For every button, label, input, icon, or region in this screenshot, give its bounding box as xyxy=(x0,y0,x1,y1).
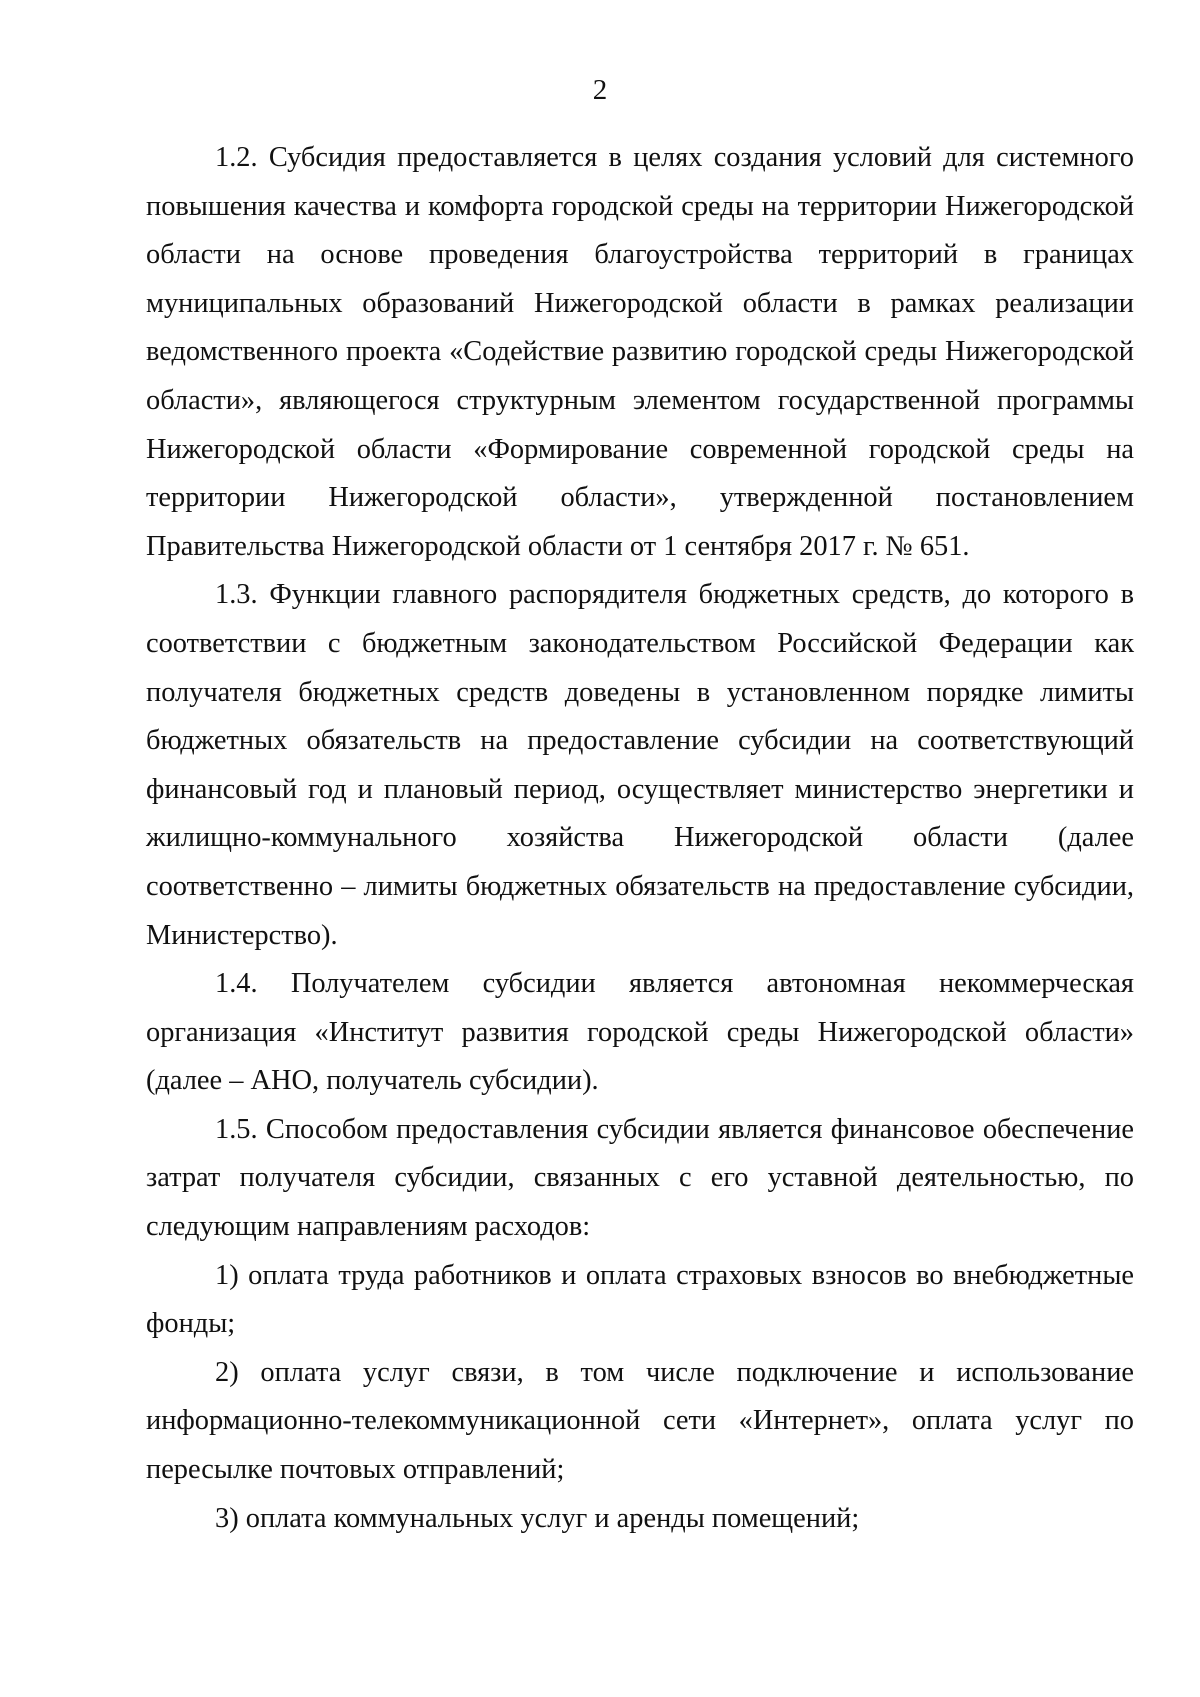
page-number: 2 xyxy=(592,74,608,106)
list-item-1: 1) оплата труда работников и оплата страховых взносов во внебюджетные фонды; xyxy=(146,1259,1134,1340)
list-item-3: 3) оплата коммунальных услуг и аренды помещений; xyxy=(215,1502,860,1534)
document-body xyxy=(146,134,1134,1543)
list-item-2: 2) оплата услуг связи, в том числе подключение и использование информационно-телекоммуникационной сети «Интернет», оплата услуг по пересылке почтовых отправлений; xyxy=(146,1356,1134,1486)
paragraph-1-5: 1.5. Способом предоставления субсидии является финансовое обеспечение затрат получателя субсидии, связанных с его уставной деятельностью, по следующим направлениям расходов: xyxy=(146,1113,1134,1243)
paragraph-1-3: 1.3. Функции главного распорядителя бюджетных средств, до которого в соответствии с бюджетным законодательством Российской Федерации как получателя бюджетных средств доведены в установленном порядке лимиты бюджетных обязательств на предоставление субсидии на соответствующий финансовый год и плановый период, осуществляет министерство энергетики и жилищно-коммунального хозяйства Нижегородской области (далее соответственно – лимиты бюджетных обязательств на предоставление субсидии, Министерство). xyxy=(146,579,1134,951)
paragraph-1-4: 1.4. Получателем субсидии является автономная некоммерческая организация «Институт развития городской среды Нижегородской области» (далее – АНО, получатель субсидии). xyxy=(146,968,1134,1097)
paragraph-1-2: 1.2. Субсидия предоставляется в целях создания условий для системного повышения качества и комфорта городской среды на территории Нижегородской области на основе проведения благоустройства территорий в границах муниципальных образований Нижегородской области в рамках реализации ведомственного проекта «Содействие развитию городской среды Нижегородской области», являющегося структурным элементом государственной программы Нижегородской области «Формирование современной городской среды на территории Нижегородской области», утвержденной постановлением Правительства Нижегородской области от 1 сентября 2017 г. № 651. xyxy=(146,142,1134,562)
